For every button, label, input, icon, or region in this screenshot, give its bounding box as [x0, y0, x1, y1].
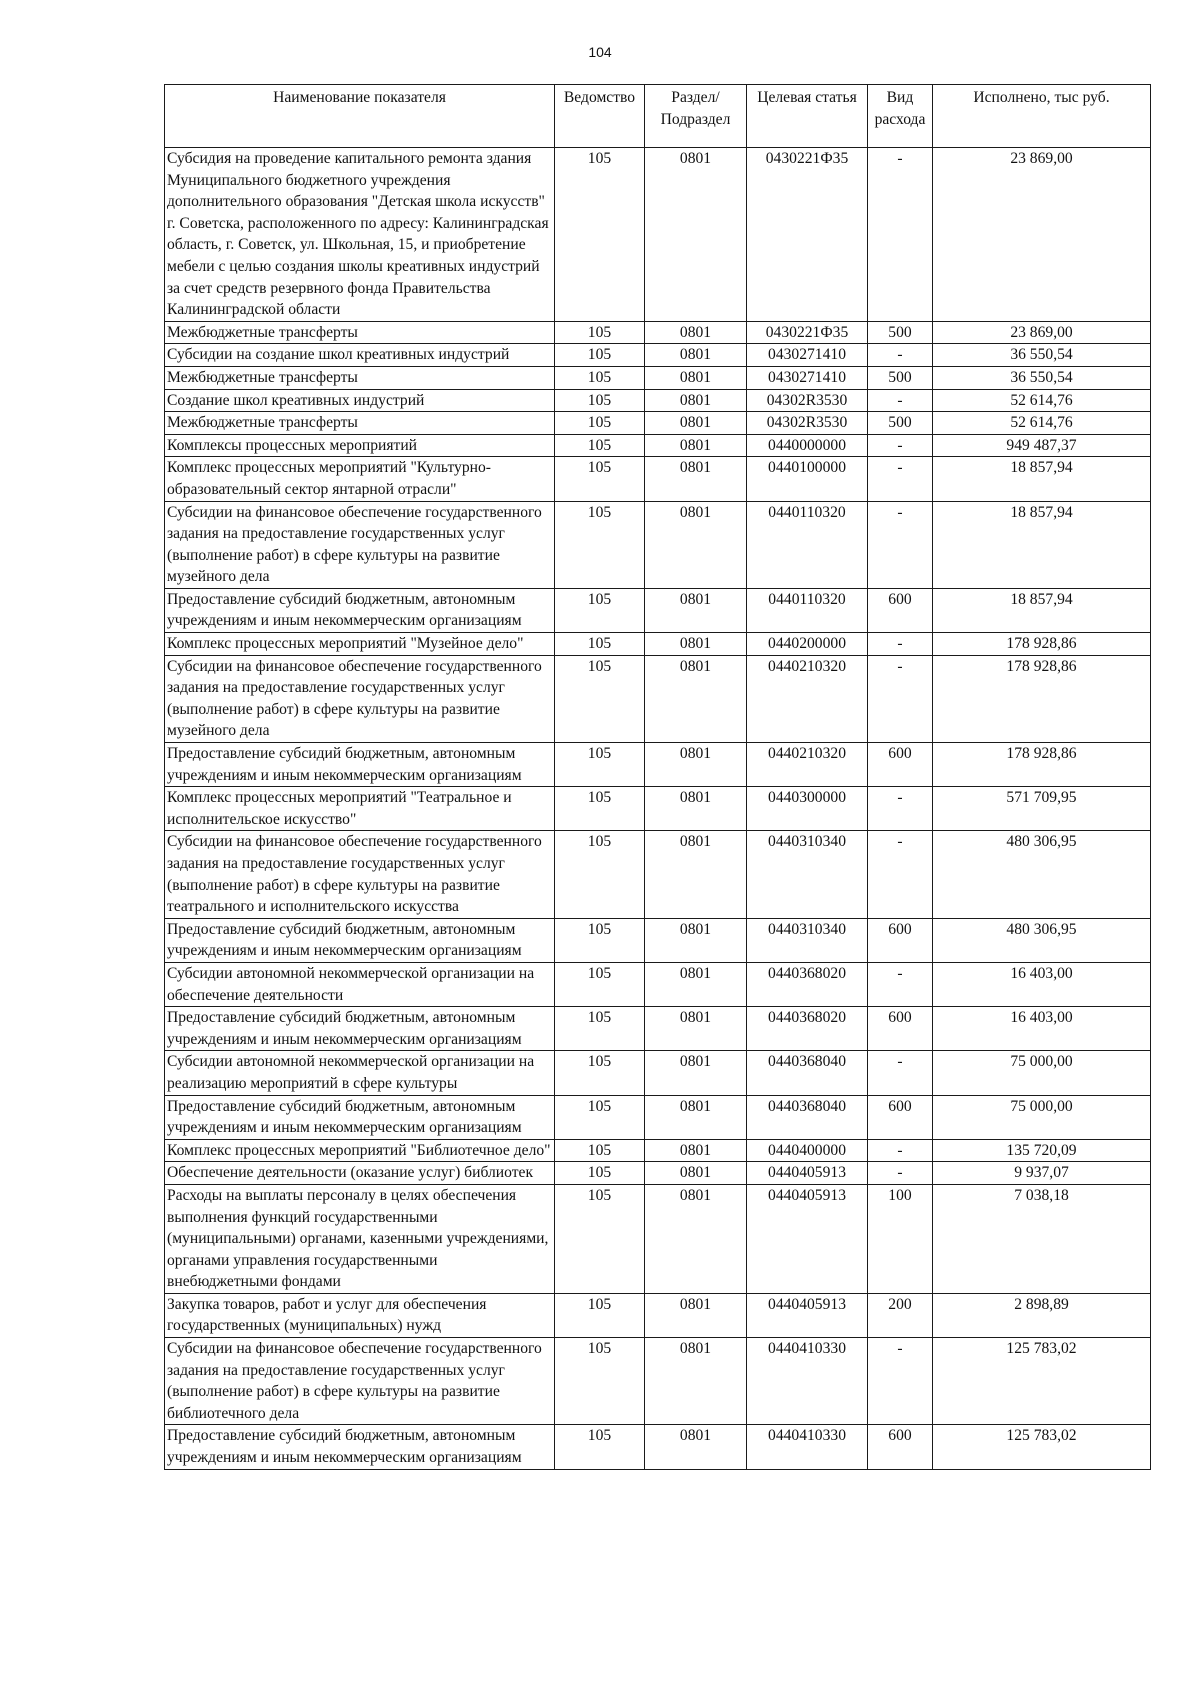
cell-expense-type: -: [868, 1162, 933, 1185]
cell-department: 105: [555, 1425, 645, 1469]
cell-section: 0801: [645, 918, 747, 962]
header-name: Наименование показателя: [165, 85, 555, 148]
table-row: [165, 321, 1151, 344]
cell-name: Обеспечение деятельности (оказание услуг) библиотек: [165, 1162, 555, 1185]
cell-name: Субсидия на проведение капитального ремонта здания Муниципального бюджетного учреждения дополнительного образования "Детская школа искусств" г. Советска, расположенного по адресу: Калининградская область, г. Советск, ул. Школьная, 15, и приобретение мебели с целью создания школы креативных индустрий за счет средств резервного фонда Правительства Калининградской области: [165, 148, 555, 322]
cell-target-article: 0440410330: [747, 1338, 868, 1425]
table-row: [165, 344, 1151, 367]
table-row: [165, 1425, 1151, 1469]
cell-section: 0801: [645, 1425, 747, 1469]
cell-section: 0801: [645, 1293, 747, 1337]
cell-executed-sum: 9 937,07: [933, 1162, 1151, 1185]
cell-target-article: 0440368020: [747, 1007, 868, 1051]
cell-target-article: 0430271410: [747, 344, 868, 367]
cell-department: 105: [555, 1293, 645, 1337]
table-row: [165, 918, 1151, 962]
table-row: [165, 148, 1151, 322]
cell-executed-sum: 178 928,86: [933, 743, 1151, 787]
cell-target-article: 0440368040: [747, 1051, 868, 1095]
cell-name: Предоставление субсидий бюджетным, автономным учреждениям и иным некоммерческим организациям: [165, 1007, 555, 1051]
cell-executed-sum: 75 000,00: [933, 1095, 1151, 1139]
cell-department: 105: [555, 962, 645, 1006]
cell-target-article: 0430221Ф35: [747, 148, 868, 322]
cell-section: 0801: [645, 1184, 747, 1293]
cell-expense-type: 600: [868, 743, 933, 787]
cell-target-article: 0440100000: [747, 457, 868, 501]
cell-target-article: 0430271410: [747, 366, 868, 389]
table-header-row: [165, 85, 1151, 148]
cell-section: 0801: [645, 962, 747, 1006]
cell-name: Субсидии на финансовое обеспечение государственного задания на предоставление государственных услуг (выполнение работ) в сфере культуры на развитие музейного дела: [165, 501, 555, 588]
cell-department: 105: [555, 501, 645, 588]
cell-target-article: 0440110320: [747, 501, 868, 588]
cell-expense-type: -: [868, 962, 933, 1006]
cell-department: 105: [555, 1338, 645, 1425]
cell-executed-sum: 178 928,86: [933, 633, 1151, 656]
cell-name: Межбюджетные трансферты: [165, 321, 555, 344]
table-row: [165, 1293, 1151, 1337]
table-row: [165, 501, 1151, 588]
cell-executed-sum: 125 783,02: [933, 1338, 1151, 1425]
cell-name: Создание школ креативных индустрий: [165, 389, 555, 412]
cell-department: 105: [555, 1162, 645, 1185]
table-row: [165, 1184, 1151, 1293]
table-row: [165, 633, 1151, 656]
cell-department: 105: [555, 831, 645, 918]
cell-target-article: 0440300000: [747, 787, 868, 831]
cell-section: 0801: [645, 412, 747, 435]
cell-department: 105: [555, 1184, 645, 1293]
cell-expense-type: 600: [868, 1007, 933, 1051]
table-row: [165, 457, 1151, 501]
cell-executed-sum: 7 038,18: [933, 1184, 1151, 1293]
cell-target-article: 0440210320: [747, 743, 868, 787]
cell-section: 0801: [645, 1051, 747, 1095]
cell-section: 0801: [645, 655, 747, 742]
cell-expense-type: -: [868, 831, 933, 918]
cell-department: 105: [555, 434, 645, 457]
cell-section: 0801: [645, 434, 747, 457]
cell-section: 0801: [645, 321, 747, 344]
table-row: [165, 1338, 1151, 1425]
cell-department: 105: [555, 412, 645, 435]
cell-name: Субсидии на финансовое обеспечение государственного задания на предоставление государственных услуг (выполнение работ) в сфере культуры на развитие библиотечного дела: [165, 1338, 555, 1425]
table-row: [165, 1051, 1151, 1095]
table-row: [165, 389, 1151, 412]
page-number: 104: [588, 44, 612, 60]
cell-executed-sum: 480 306,95: [933, 918, 1151, 962]
cell-department: 105: [555, 1007, 645, 1051]
cell-executed-sum: 36 550,54: [933, 366, 1151, 389]
table-row: [165, 1139, 1151, 1162]
cell-section: 0801: [645, 344, 747, 367]
cell-executed-sum: 178 928,86: [933, 655, 1151, 742]
cell-target-article: 0440400000: [747, 1139, 868, 1162]
cell-department: 105: [555, 1095, 645, 1139]
cell-executed-sum: 571 709,95: [933, 787, 1151, 831]
cell-name: Субсидии на создание школ креативных индустрий: [165, 344, 555, 367]
cell-department: 105: [555, 918, 645, 962]
cell-executed-sum: 52 614,76: [933, 412, 1151, 435]
cell-section: 0801: [645, 1139, 747, 1162]
cell-target-article: 04302R3530: [747, 389, 868, 412]
table-row: [165, 655, 1151, 742]
cell-department: 105: [555, 633, 645, 656]
table-row: [165, 434, 1151, 457]
table-row: [165, 588, 1151, 632]
cell-target-article: 0440410330: [747, 1425, 868, 1469]
cell-name: Предоставление субсидий бюджетным, автономным учреждениям и иным некоммерческим организациям: [165, 1425, 555, 1469]
cell-department: 105: [555, 588, 645, 632]
cell-expense-type: 600: [868, 1425, 933, 1469]
cell-name: Комплекс процессных мероприятий "Культурно-образовательный сектор янтарной отрасли": [165, 457, 555, 501]
cell-expense-type: 600: [868, 588, 933, 632]
cell-executed-sum: 18 857,94: [933, 588, 1151, 632]
table-row: [165, 962, 1151, 1006]
header-department: Ведомство: [555, 85, 645, 148]
cell-section: 0801: [645, 1007, 747, 1051]
cell-section: 0801: [645, 633, 747, 656]
cell-name: Комплексы процессных мероприятий: [165, 434, 555, 457]
cell-expense-type: -: [868, 633, 933, 656]
cell-name: Субсидии на финансовое обеспечение государственного задания на предоставление государственных услуг (выполнение работ) в сфере культуры на развитие музейного дела: [165, 655, 555, 742]
cell-expense-type: -: [868, 389, 933, 412]
cell-target-article: 0440310340: [747, 831, 868, 918]
cell-target-article: 0440200000: [747, 633, 868, 656]
cell-department: 105: [555, 457, 645, 501]
cell-name: Субсидии автономной некоммерческой организации на обеспечение деятельности: [165, 962, 555, 1006]
cell-target-article: 0440405913: [747, 1162, 868, 1185]
cell-section: 0801: [645, 148, 747, 322]
budget-table: [164, 84, 1151, 1470]
cell-department: 105: [555, 1139, 645, 1162]
cell-department: 105: [555, 787, 645, 831]
cell-expense-type: -: [868, 501, 933, 588]
cell-section: 0801: [645, 366, 747, 389]
cell-expense-type: 500: [868, 412, 933, 435]
table-row: [165, 743, 1151, 787]
cell-target-article: 0440310340: [747, 918, 868, 962]
cell-department: 105: [555, 743, 645, 787]
table-row: [165, 831, 1151, 918]
cell-executed-sum: 135 720,09: [933, 1139, 1151, 1162]
cell-department: 105: [555, 366, 645, 389]
cell-target-article: 0440210320: [747, 655, 868, 742]
cell-executed-sum: 949 487,37: [933, 434, 1151, 457]
cell-expense-type: 600: [868, 918, 933, 962]
cell-expense-type: -: [868, 655, 933, 742]
cell-department: 105: [555, 389, 645, 412]
cell-target-article: 0440110320: [747, 588, 868, 632]
cell-expense-type: -: [868, 1051, 933, 1095]
cell-name: Комплекс процессных мероприятий "Театральное и исполнительское искусство": [165, 787, 555, 831]
cell-expense-type: 100: [868, 1184, 933, 1293]
cell-target-article: 0440000000: [747, 434, 868, 457]
cell-target-article: 04302R3530: [747, 412, 868, 435]
cell-executed-sum: 125 783,02: [933, 1425, 1151, 1469]
cell-name: Предоставление субсидий бюджетным, автономным учреждениям и иным некоммерческим организациям: [165, 743, 555, 787]
cell-name: Предоставление субсидий бюджетным, автономным учреждениям и иным некоммерческим организациям: [165, 918, 555, 962]
table-row: [165, 366, 1151, 389]
cell-executed-sum: 16 403,00: [933, 1007, 1151, 1051]
cell-expense-type: -: [868, 344, 933, 367]
cell-executed-sum: 18 857,94: [933, 501, 1151, 588]
cell-executed-sum: 16 403,00: [933, 962, 1151, 1006]
cell-department: 105: [555, 148, 645, 322]
cell-section: 0801: [645, 1162, 747, 1185]
cell-name: Комплекс процессных мероприятий "Музейное дело": [165, 633, 555, 656]
cell-target-article: 0430221Ф35: [747, 321, 868, 344]
header-expense-type: Вид расхода: [868, 85, 933, 148]
table-row: [165, 787, 1151, 831]
cell-expense-type: -: [868, 1338, 933, 1425]
cell-name: Комплекс процессных мероприятий "Библиотечное дело": [165, 1139, 555, 1162]
cell-executed-sum: 2 898,89: [933, 1293, 1151, 1337]
table-row: [165, 412, 1151, 435]
header-section: Раздел/ Подраздел: [645, 85, 747, 148]
cell-target-article: 0440368040: [747, 1095, 868, 1139]
cell-department: 105: [555, 1051, 645, 1095]
cell-section: 0801: [645, 1338, 747, 1425]
cell-executed-sum: 18 857,94: [933, 457, 1151, 501]
cell-department: 105: [555, 655, 645, 742]
table-body: [165, 148, 1151, 1470]
cell-name: Субсидии на финансовое обеспечение государственного задания на предоставление государственных услуг (выполнение работ) в сфере культуры на развитие театрального и исполнительского искусства: [165, 831, 555, 918]
cell-target-article: 0440405913: [747, 1293, 868, 1337]
cell-name: Субсидии автономной некоммерческой организации на реализацию мероприятий в сфере культуры: [165, 1051, 555, 1095]
cell-expense-type: 200: [868, 1293, 933, 1337]
cell-section: 0801: [645, 743, 747, 787]
cell-section: 0801: [645, 501, 747, 588]
cell-expense-type: 500: [868, 321, 933, 344]
table-row: [165, 1095, 1151, 1139]
cell-section: 0801: [645, 588, 747, 632]
cell-executed-sum: 23 869,00: [933, 148, 1151, 322]
cell-section: 0801: [645, 1095, 747, 1139]
cell-section: 0801: [645, 389, 747, 412]
header-executed-sum: Исполнено, тыс руб.: [933, 85, 1151, 148]
cell-target-article: 0440405913: [747, 1184, 868, 1293]
cell-department: 105: [555, 344, 645, 367]
cell-section: 0801: [645, 787, 747, 831]
cell-target-article: 0440368020: [747, 962, 868, 1006]
cell-name: Межбюджетные трансферты: [165, 412, 555, 435]
cell-name: Межбюджетные трансферты: [165, 366, 555, 389]
cell-executed-sum: 23 869,00: [933, 321, 1151, 344]
cell-section: 0801: [645, 457, 747, 501]
cell-section: 0801: [645, 831, 747, 918]
cell-executed-sum: 75 000,00: [933, 1051, 1151, 1095]
table-row: [165, 1007, 1151, 1051]
cell-department: 105: [555, 321, 645, 344]
cell-executed-sum: 52 614,76: [933, 389, 1151, 412]
cell-expense-type: -: [868, 148, 933, 322]
cell-executed-sum: 480 306,95: [933, 831, 1151, 918]
cell-name: Предоставление субсидий бюджетным, автономным учреждениям и иным некоммерческим организациям: [165, 1095, 555, 1139]
cell-expense-type: 500: [868, 366, 933, 389]
cell-name: Расходы на выплаты персоналу в целях обеспечения выполнения функций государственными (муниципальными) органами, казенными учреждениями, органами управления государственными внебюджетными фондами: [165, 1184, 555, 1293]
cell-expense-type: -: [868, 787, 933, 831]
header-target-article: Целевая статья: [747, 85, 868, 148]
cell-expense-type: -: [868, 434, 933, 457]
cell-name: Предоставление субсидий бюджетным, автономным учреждениям и иным некоммерческим организациям: [165, 588, 555, 632]
cell-name: Закупка товаров, работ и услуг для обеспечения государственных (муниципальных) нужд: [165, 1293, 555, 1337]
cell-expense-type: 600: [868, 1095, 933, 1139]
cell-expense-type: -: [868, 1139, 933, 1162]
table-row: [165, 1162, 1151, 1185]
cell-executed-sum: 36 550,54: [933, 344, 1151, 367]
cell-expense-type: -: [868, 457, 933, 501]
